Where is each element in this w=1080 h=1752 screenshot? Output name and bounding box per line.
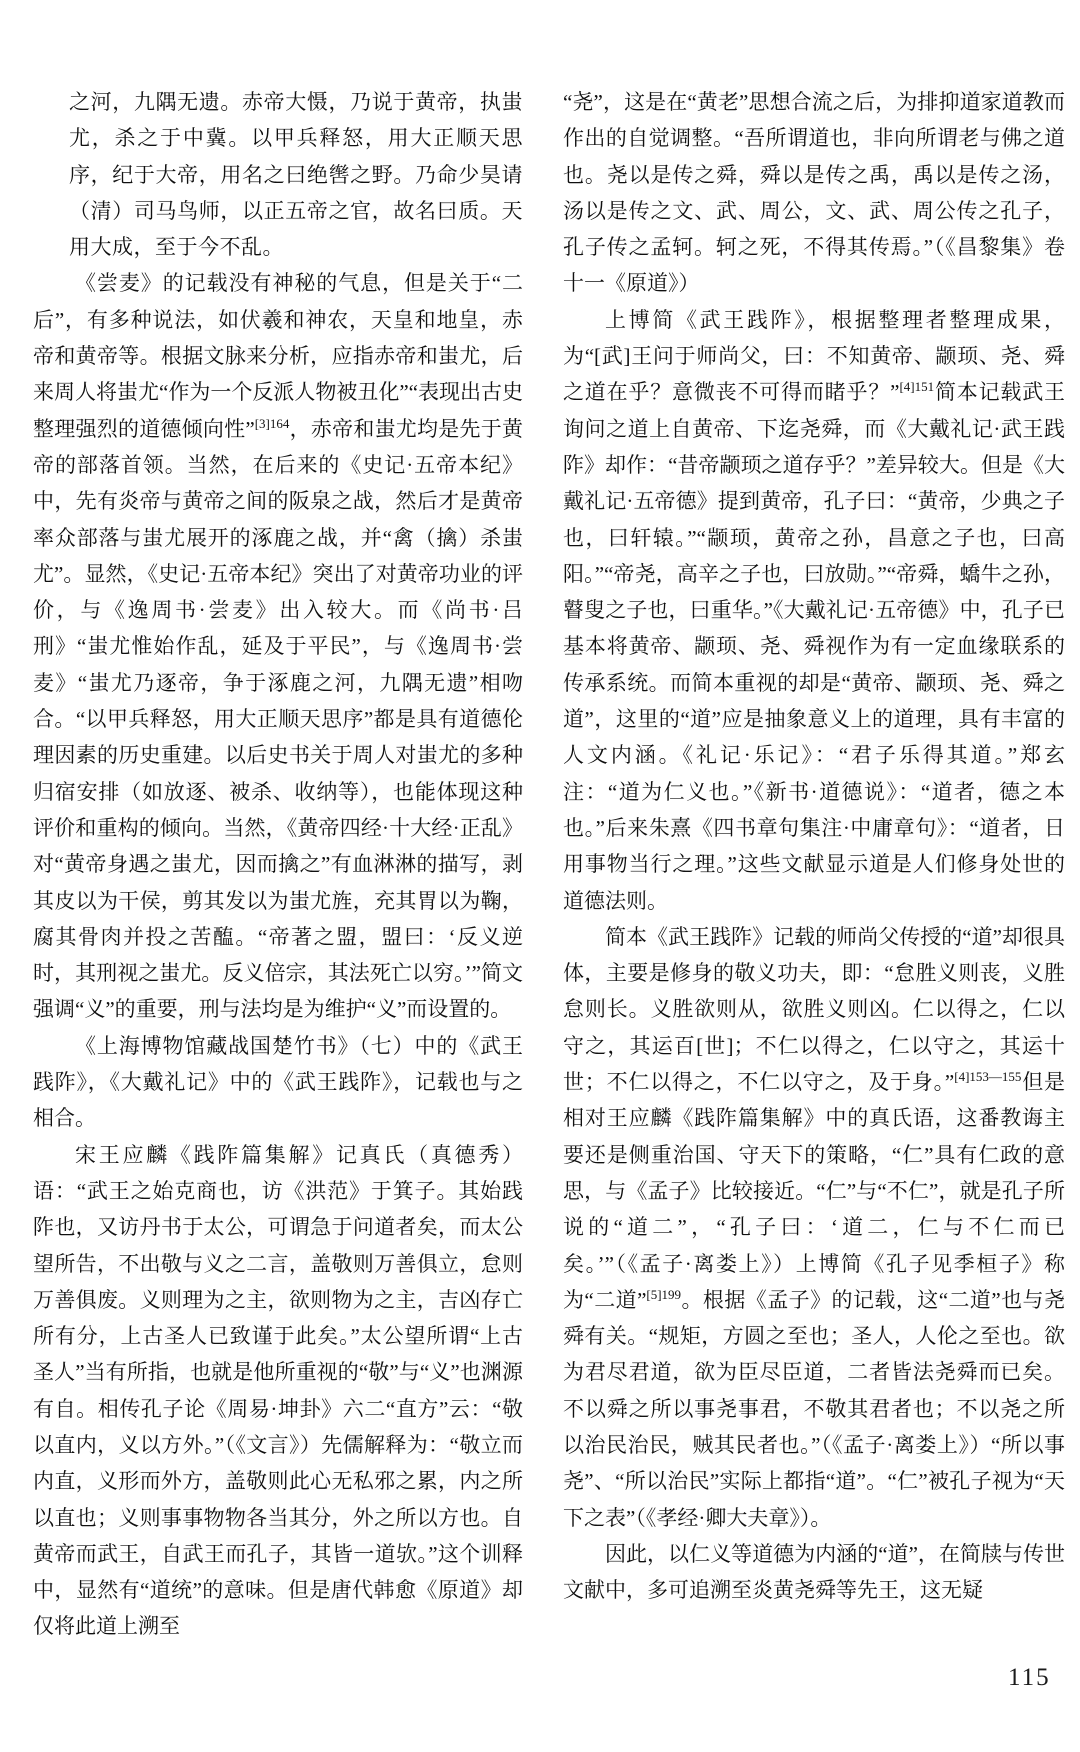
- body-paragraph: 《上海博物馆藏战国楚竹书》（七）中的《武王践阼》，《大戴礼记》中的《武王践阼》，记载也与之相合。: [33, 1033, 523, 1131]
- page-number: 115: [1008, 1664, 1051, 1691]
- citation-superscript: [4]153—155: [954, 1069, 1022, 1085]
- body-paragraph: 宋王应麟《践阼篇集解》记真氏（真德秀）语：“武王之始克商也，访《洪范》于箕子。其始践阼也，又访丹书于太公，可谓急于问道者矣，而太公望所告，不出敬与义之二言，盖敬则万善俱立，怠则万善俱废。义则理为之主，欲则物为之主，吉凶存亡所有分，上古圣人已致谨于此矣。”太公望所谓“上古圣人”当有所指，也就是他所重视的“敬”与“义”也渊源有自。相传孔子论《周易·坤卦》六二“直方”云：“敬以直内，义以方外。”（《文言》）先儒解释为：“敬立而内直，义形而外方，盖敬则此心无私邪之累，内之所以直也；义则事事物物各当其分，外之所以方也。自黄帝而武王，自武王而孔子，其皆一道欤。”这个训释中，显然有“道统”的意味。但是唐代韩愈《原道》却仅将此道上溯至: [33, 1142, 523, 1639]
- citation-superscript: [5]199: [646, 1286, 682, 1302]
- body-paragraph: 因此，以仁义等道德为内涵的“道”，在简牍与传世文献中，多可追溯至炎黄尧舜等先王，这无疑: [563, 1541, 1065, 1603]
- left-text-column: [33, 84, 523, 1645]
- body-paragraph: 《尝麦》的记载没有神秘的气息，但是关于“二后”，有多种说法，如伏羲和神农，天皇和地皇，赤帝和黄帝等。根据文脉来分析，应指赤帝和蚩尤，后来周人将蚩尤“作为一个反派人物被丑化”“表现出古史整理强烈的道德倾向性”$^{[3]164}$，赤帝和蚩尤均是先于黄帝的部落首领。当然，在后来的《史记·五帝本纪》中，先有炎帝与黄帝之间的阪泉之战，然后才是黄帝率众部落与蚩尤展开的涿鹿之战，并“禽（擒）杀蚩尤”。显然，《史记·五帝本纪》突出了对黄帝功业的评价，与《逸周书·尝麦》出入较大。而《尚书·吕刑》“蚩尤惟始作乱，延及于平民”，与《逸周书·尝麦》“蚩尤乃逐帝，争于涿鹿之河，九隅无遗”相吻合。“以甲兵释怒，用大正顺天思序”都是具有道德伦理因素的历史重建。以后史书关于周人对蚩尤的多种归宿安排（如放逐、被杀、收纳等），也能体现这种评价和重构的倾向。当然，《黄帝四经·十大经·正乱》对“黄帝身遇之蚩尤，因而擒之”有血淋淋的描写，剥其皮以为干侯，剪其发以为蚩尤旌，充其胃以为鞠，腐其骨肉并投之苦醢。“帝著之盟，盟曰：‘反义逆时，其刑视之蚩尤。反义倍宗，其法死亡以穷。’”简文强调“义”的重要，刑与法均是为维护“义”而设置的。: [33, 271, 523, 1022]
- citation-superscript: [4]151: [899, 379, 935, 395]
- citation-superscript: [3]164: [254, 415, 290, 431]
- body-paragraph: 上博简《武王践阼》，根据整理者整理成果，为“[武]王问于师尚父，曰：不知黄帝、颛顼、尧、舜之道在乎？意微丧不可得而睹乎？”$^{[4]151}$简本记载武王询问之道上自黄帝、下迄尧舜，而《大戴礼记·武王践阼》却作：“昔帝颛顼之道存乎？”差异较大。但是《大戴礼记·五帝德》提到黄帝，孔子曰：“黄帝，少典之子也，曰轩辕。”“颛顼，黄帝之孙，昌意之子也，曰高阳。”“帝尧，高辛之子也，曰放勋。”“帝舜，蟜牛之孙，瞽叟之子也，曰重华。”《大戴礼记·五帝德》中，孔子已基本将黄帝、颛顼、尧、舜视作为有一定血缘联系的传承系统。而简本重视的却是“黄帝、颛顼、尧、舜之道”，这里的“道”应是抽象意义上的道理，具有丰富的人文内涵。《礼记·乐记》：“君子乐得其道。”郑玄注：“道为仁义也。”《新书·道德说》：“道者，德之本也。”后来朱熹《四书章句集注·中庸章句》：“道者，日用事物当行之理。”这些文献显示道是人们修身处世的道德法则。: [563, 307, 1065, 913]
- body-paragraph: “尧”，这是在“黄老”思想合流之后，为排抑道家道教而作出的自觉调整。“吾所谓道也，非向所谓老与佛之道也。尧以是传之舜，舜以是传之禹，禹以是传之汤，汤以是传之文、武、周公，文、武、周公传之孔子，孔子传之孟轲。轲之死，不得其传焉。”（《昌黎集》卷十一《原道》）: [563, 90, 1065, 296]
- body-paragraph: 简本《武王践阼》记载的师尚父传授的“道”却很具体，主要是修身的敬义功夫，即：“怠胜义则丧，义胜怠则长。义胜欲则从，欲胜义则凶。仁以得之，仁以守之，其运百[世]；不仁以得之，仁以守之，其运十世；不仁以得之，不仁以守之，及于身。”$^{[4]153—155}$但是相对王应麟《践阼篇集解》中的真氏语，这番教诲主要还是侧重治国、守天下的策略，“仁”具有仁政的意思，与《孟子》比较接近。“仁”与“不仁”，就是孔子所说的“道二”，“孔子曰：‘道二，仁与不仁而已矣。’”（《孟子·离娄上》）上博简《孔子见季桓子》称为“二道”$^{[5]199}$。根据《孟子》的记载，这“二道”也与尧舜有关。“规矩，方圆之至也；圣人，人伦之至也。欲为君尽君道，欲为臣尽臣道，二者皆法尧舜而已矣。不以舜之所以事尧事君，不敬其君者也；不以尧之所以治民治民，贼其民者也。”（《孟子·离娄上》）“所以事尧”、“所以治民”实际上都指“道”。“仁”被孔子视为“天下之表”（《孝经·卿大夫章》）。: [563, 924, 1066, 1530]
- quoted-passage: 之河，九隅无遗。赤帝大慑，乃说于黄帝，执蚩尤，杀之于中冀。以甲兵释怒，用大正顺天思序，纪于大帝，用名之曰绝辔之野。乃命少昊请（清）司马鸟师，以正五帝之官，故名曰质。天用大成，至于今不乱。: [69, 90, 523, 260]
- right-text-column: [563, 84, 1065, 1608]
